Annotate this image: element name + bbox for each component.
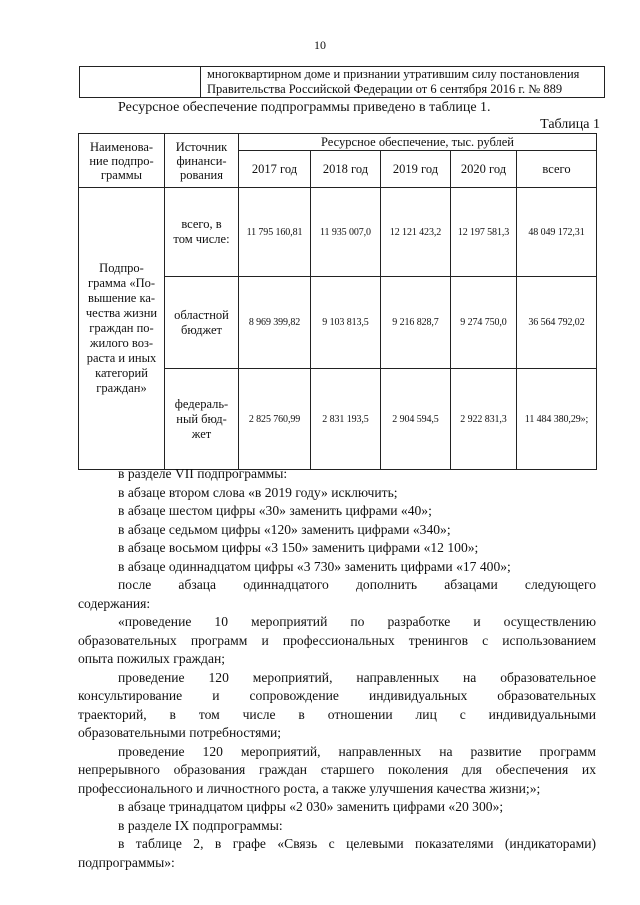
header-year-2020: 2020 год: [451, 151, 517, 188]
header-year-2017: 2017 год: [239, 151, 311, 188]
program-name: [79, 188, 165, 470]
paragraph: в абзаце одиннадцатом цифры «3 730» заменить цифрами «17 400»;: [118, 558, 511, 574]
value-cell: 8 969 399,82: [239, 277, 311, 369]
value-cell: 2 831 193,5: [311, 369, 381, 470]
continued-line-1: многоквартирном доме и признании утратившим силу постановления: [207, 67, 580, 81]
header-year-2019: 2019 год: [381, 151, 451, 188]
program-name-line: грамма «По-: [87, 276, 156, 290]
paragraph-line: профессионального и личностного роста, а также улучшения качества жизни;»;: [78, 780, 541, 796]
body-text: [78, 465, 596, 872]
value-cell: 2 825 760,99: [239, 369, 311, 470]
paragraph-line: непрерывного образования граждан старшего поколения для обеспечения их: [78, 762, 596, 777]
header-name-line: Наименова-: [89, 139, 154, 154]
program-name-line: категорий: [95, 366, 148, 380]
value-cell: 48 049 172,31: [517, 188, 597, 277]
program-name-line: граждан»: [96, 381, 147, 395]
source-cell: [165, 277, 239, 369]
value-cell: 36 564 792,02: [517, 277, 597, 369]
continued-line-2: Правительства Российской Федерации от 6 сентября 2016 г. № 889: [207, 82, 563, 96]
paragraph: в абзаце восьмом цифры «3 150» заменить цифрами «12 100»;: [118, 540, 479, 555]
resource-table: [78, 133, 597, 470]
source-line: ный бюд-: [176, 411, 227, 426]
program-name-line: вышение ка-: [87, 291, 156, 305]
paragraph-line: опыта пожилых граждан;: [78, 651, 226, 666]
paragraph-line: консультирование и сопровождение индивидуальных образовательных: [78, 688, 596, 703]
header-name: [79, 134, 165, 188]
header-total: всего: [517, 151, 597, 188]
header-year-2018: 2018 год: [311, 151, 381, 188]
paragraph-line: траекторий, в том числе в отношении лиц с индивидуальными: [78, 706, 596, 722]
value-cell: 11 484 380,29»;: [517, 369, 597, 470]
source-line: всего, в: [181, 217, 222, 231]
value-cell: 9 103 813,5: [311, 277, 381, 369]
source-line: федераль-: [174, 396, 229, 411]
value-cell: 9 274 750,0: [451, 277, 517, 369]
value-cell: 11 935 007,0: [311, 188, 381, 277]
paragraph-line: образовательными потребностями;: [78, 725, 282, 740]
page-number: 10: [314, 38, 326, 52]
paragraph-line: проведение 120 мероприятий, направленных на образовательное: [118, 669, 596, 685]
paragraph: в разделе IX подпрограммы:: [118, 817, 283, 833]
paragraph-line: «проведение 10 мероприятий по разработке и осуществлению: [118, 614, 596, 629]
paragraph-line: содержания:: [78, 595, 151, 611]
source-line: бюджет: [181, 322, 222, 337]
paragraph: в абзаце шестом цифры «30» заменить цифрами «40»;: [118, 503, 432, 518]
table-caption: Таблица 1: [540, 117, 600, 132]
header-name-line: граммы: [100, 167, 143, 182]
header-name-line: ние подпро-: [89, 153, 154, 168]
value-cell: 12 197 581,3: [451, 188, 517, 277]
program-name-line: жилого воз-: [89, 336, 154, 350]
paragraph-line: образовательных программ и профессиональных тренингов с использованием: [78, 632, 596, 648]
source-line: жет: [191, 426, 212, 441]
value-cell: 2 922 831,3: [451, 369, 517, 470]
header-source-line: рования: [180, 167, 223, 182]
empty-cell: [80, 67, 201, 98]
paragraph-line: подпрограммы»:: [78, 854, 175, 870]
continued-table: [79, 66, 605, 98]
program-name-line: Подпро-: [99, 261, 144, 275]
paragraph: в разделе VII подпрограммы:: [118, 466, 288, 481]
header-source-line: финанси-: [176, 153, 227, 168]
paragraph-line: в таблице 2, в графе «Связь с целевыми показателями (индикаторами): [118, 836, 596, 851]
value-cell: 2 904 594,5: [381, 369, 451, 470]
program-name-line: граждан по-: [89, 321, 154, 335]
value-cell: 12 121 423,2: [381, 188, 451, 277]
source-line: том числе:: [173, 232, 230, 246]
value-cell: 11 795 160,81: [239, 188, 311, 277]
source-cell: [165, 188, 239, 277]
value-cell: 9 216 828,7: [381, 277, 451, 369]
table-row: [79, 188, 597, 277]
paragraph: в абзаце тринадцатом цифры «2 030» заменить цифрами «20 300»;: [118, 799, 504, 814]
header-source-line: Источник: [175, 139, 228, 154]
program-name-line: чества жизни: [85, 306, 158, 320]
intro-sentence: Ресурсное обеспечение подпрограммы приведено в таблице 1.: [118, 100, 491, 115]
header-source: [165, 134, 239, 188]
paragraph: в абзаце втором слова «в 2019 году» исключить;: [118, 484, 398, 500]
continued-table-cell: [201, 67, 605, 98]
source-cell: [165, 369, 239, 470]
paragraph-line: проведение 120 мероприятий, направленных на развитие программ: [118, 743, 596, 759]
program-name-line: раста и иных: [86, 351, 157, 365]
source-line: областной: [174, 307, 229, 322]
header-resource-group: Ресурсное обеспечение, тыс. рублей: [239, 134, 597, 151]
paragraph-line: после абзаца одиннадцатого дополнить абзацами следующего: [118, 577, 596, 592]
paragraph: в абзаце седьмом цифры «120» заменить цифрами «340»;: [118, 521, 451, 537]
